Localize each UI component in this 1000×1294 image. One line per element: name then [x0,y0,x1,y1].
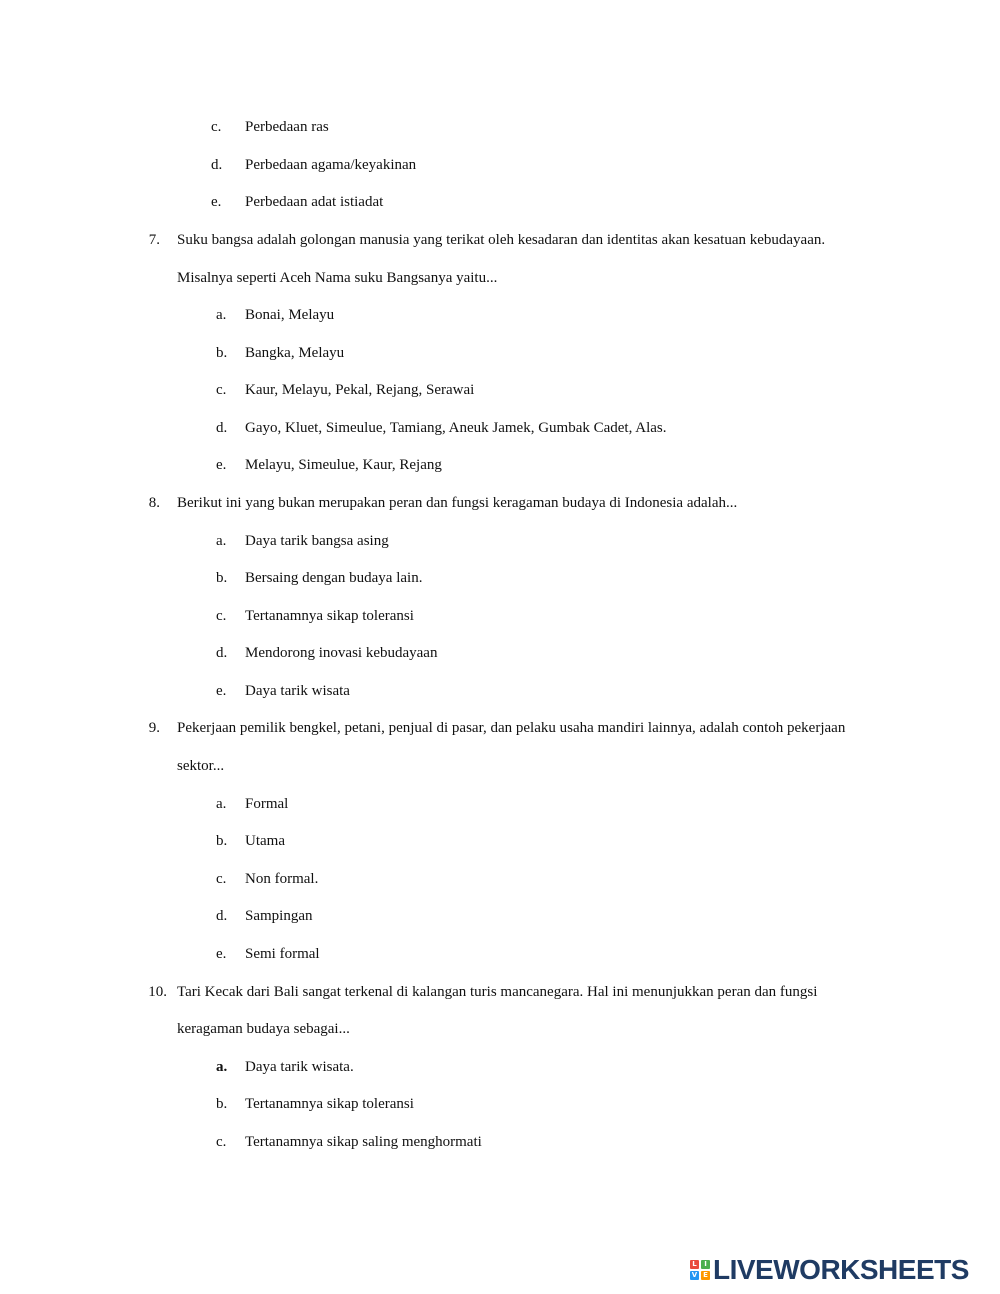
option-letter: b. [216,345,228,361]
logo-tile-i: I [701,1260,710,1269]
option-text: Daya tarik wisata. [245,1059,354,1075]
option-letter: a. [216,307,227,323]
question-text: keragaman budaya sebagai... [177,1021,350,1037]
liveworksheets-logo [690,1254,969,1286]
option-text: Bonai, Melayu [245,307,335,323]
option-text: Perbedaan adat istiadat [245,194,384,210]
option-letter: c. [216,608,227,624]
option-letter: c. [216,382,227,398]
option-text: Daya tarik bangsa asing [245,533,389,549]
option-text: Kaur, Melayu, Pekal, Rejang, Serawai [245,382,475,398]
live-logo-icon [690,1260,710,1280]
option-letter: c. [211,119,222,135]
question-text: Berikut ini yang bukan merupakan peran dan fungsi keragaman budaya di Indonesia adalah... [177,495,738,511]
question-number: 9. [148,720,160,736]
option-text: Daya tarik wisata [245,683,350,699]
option-letter: a. [216,796,227,812]
option-letter: b. [216,1096,228,1112]
option-text: Semi formal [245,946,320,962]
logo-tile-e: E [701,1271,710,1280]
option-letter: c. [216,871,227,887]
option-text: Tertanamnya sikap toleransi [245,608,414,624]
question-text: Tari Kecak dari Bali sangat terkenal di kalangan turis mancanegara. Hal ini menunjukkan peran dan fungsi [177,984,818,1000]
option-text: Bersaing dengan budaya lain. [245,570,423,586]
logo-tile-v: V [691,1271,698,1279]
option-letter: b. [216,570,228,586]
option-text: Melayu, Simeulue, Kaur, Rejang [245,457,442,473]
option-text: Formal [245,796,289,812]
question-number: 7. [148,232,160,248]
option-text: Sampingan [245,908,313,924]
option-text: Utama [245,833,285,849]
option-letter: e. [216,946,227,962]
option-text: Perbedaan agama/keyakinan [245,157,417,173]
option-text: Tertanamnya sikap saling menghormati [245,1134,482,1150]
option-letter: b. [216,833,228,849]
option-letter: a. [216,533,227,549]
question-number: 8. [148,495,160,511]
option-text: Gayo, Kluet, Simeulue, Tamiang, Aneuk Jamek, Gumbak Cadet, Alas. [245,420,667,436]
logo-tile-l: L [690,1260,699,1269]
option-text: Bangka, Melayu [245,345,345,361]
brand-name: LIVEWORKSHEETS [713,1254,969,1285]
option-letter: e. [216,457,227,473]
question-number: 10. [148,984,167,1000]
option-letter: e. [211,194,222,210]
option-letter: c. [216,1134,227,1150]
option-text: Non formal. [245,871,319,887]
option-text: Perbedaan ras [245,119,329,135]
option-letter: d. [216,420,228,436]
question-text: Suku bangsa adalah golongan manusia yang terikat oleh kesadaran dan identitas akan kesatuan kebudayaan. [177,232,826,248]
option-text: Mendorong inovasi kebudayaan [245,645,438,661]
option-letter: d. [211,157,223,173]
question-text: Misalnya seperti Aceh Nama suku Bangsanya yaitu... [177,270,498,286]
question-text: Pekerjaan pemilik bengkel, petani, penjual di pasar, dan pelaku usaha mandiri lainnya, adalah contoh pekerjaan [177,720,846,736]
option-text: Tertanamnya sikap toleransi [245,1096,414,1112]
option-letter: d. [216,908,228,924]
question-text: sektor... [177,758,225,774]
option-letter: e. [216,683,227,699]
option-letter: d. [216,645,228,661]
option-letter: a. [216,1059,228,1075]
